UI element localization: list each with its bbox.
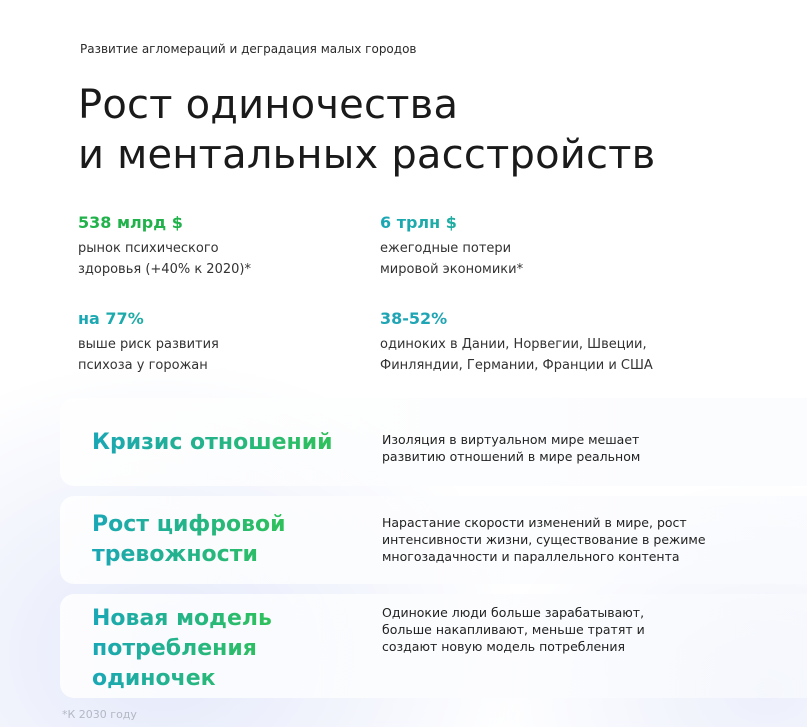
stat-description	[78, 238, 418, 280]
stat-desc-line: рынок психического	[78, 241, 219, 256]
stat-desc-line: здоровья (+40% к 2020)*	[78, 262, 251, 277]
card-text: Изоляция в виртуальном мире мешает развитию отношений в мире реальном	[382, 432, 641, 464]
stat-value: 38-52%	[380, 309, 448, 328]
stat-description	[380, 334, 780, 376]
stat-psychosis-risk	[78, 308, 418, 376]
card-text: Нарастание скорости изменений в мире, рост интенсивности жизни, существование в режиме многозадачности и параллельного контента	[382, 515, 706, 564]
stat-desc-line: психоза у горожан	[78, 358, 208, 373]
card-digital-anxiety	[60, 496, 807, 584]
card-text: Одинокие люди больше зарабатывают, больше накапливают, меньше тратят и создают новую модель потребления	[382, 605, 645, 654]
title-line-2: и ментальных расстройств	[78, 132, 656, 178]
stat-economic-losses	[380, 212, 720, 280]
stat-description	[380, 238, 720, 280]
stat-mental-health-market	[78, 212, 418, 280]
stat-desc-line: мировой экономики*	[380, 262, 524, 277]
stat-desc-line: ежегодные потери	[380, 241, 512, 256]
stat-single-people	[380, 308, 780, 376]
card-singles-consumption	[60, 594, 807, 698]
stat-desc-line: Финляндии, Германии, Франции и США	[380, 358, 653, 373]
stat-value: на 77%	[78, 308, 418, 330]
title-line-1: Рост одиночества	[78, 82, 459, 128]
stat-description	[78, 334, 418, 376]
stat-value: 6 трлн $	[380, 212, 720, 234]
stat-value: 538 млрд $	[78, 213, 183, 232]
card-heading: Новая модель потребления одиночек	[92, 604, 272, 694]
card-heading: Кризис отношений	[92, 428, 333, 458]
page-title	[78, 80, 655, 180]
card-relationship-crisis	[60, 398, 807, 486]
card-heading: Рост цифровой тревожности	[92, 510, 286, 570]
stat-desc-line: одиноких в Дании, Норвегии, Швеции,	[380, 337, 647, 352]
page-subtitle: Развитие агломераций и деградация малых городов	[80, 42, 417, 56]
footnote: *К 2030 году	[62, 708, 137, 721]
stat-desc-line: выше риск развития	[78, 337, 219, 352]
